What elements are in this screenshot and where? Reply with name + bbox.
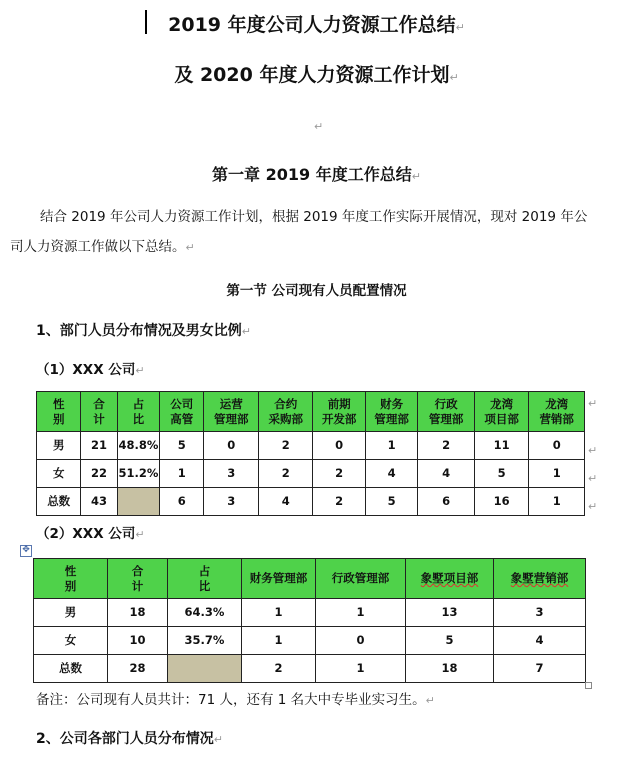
cell-text: 5 (387, 494, 396, 508)
t1-cell (365, 488, 417, 516)
doc-title-line2: 及 2020 年度人力资源工作计划↵ (174, 64, 459, 86)
note-text: 备注：公司现有人员共计：71 人，还有 1 名大中专毕业实习生。 (36, 692, 426, 708)
title-text-1: 2019 年度公司人力资源工作总结 (168, 14, 456, 36)
row-end-mark: ↵ (588, 444, 598, 457)
header-text: 运营 (219, 396, 243, 411)
cell-text: 64.3% (184, 605, 225, 619)
paragraph-mark: ↵ (314, 120, 324, 133)
header-text: 性 (52, 396, 65, 411)
t2-cell (406, 655, 494, 683)
t1-cell (258, 488, 312, 516)
header-text: 别 (64, 578, 77, 593)
t2-header-cell (34, 559, 108, 599)
header-text: 项目部 (484, 411, 519, 426)
t2-header-cell (316, 559, 406, 599)
t2-cell (242, 599, 316, 627)
t2-cell (494, 599, 586, 627)
t1-header-cell (313, 392, 365, 432)
table2-row-female (34, 627, 586, 655)
header-text: 合约 (274, 396, 298, 411)
cell-text: 28 (129, 661, 146, 675)
header-text: 龙湾 (490, 396, 514, 411)
cell-text: 总数 (59, 661, 82, 675)
t2-cell (406, 599, 494, 627)
header-text: 管理部 (374, 411, 409, 426)
cell-text: 21 (91, 438, 108, 452)
t1-cell (37, 488, 81, 516)
t1-cell (160, 488, 204, 516)
item2-text: 2、公司各部门人员分布情况 (36, 731, 214, 747)
section-text: 第一节 公司现有人员配置情况 (226, 283, 407, 299)
cell-text: 18 (441, 661, 458, 675)
header-text: 行政 (434, 396, 458, 411)
cell-text: 13 (441, 605, 458, 619)
cell-text: 1 (552, 466, 561, 480)
cell-text: 3 (535, 605, 544, 619)
doc-title-line1: 2019 年度公司人力资源工作总结↵ (168, 14, 465, 36)
t1-cell (160, 460, 204, 488)
cell-text: 0 (356, 633, 365, 647)
cell-text: 11 (493, 438, 510, 452)
cell-text: 3 (227, 466, 236, 480)
cell-text: 1 (274, 605, 283, 619)
t1-cell (117, 432, 159, 460)
t2-cell (494, 627, 586, 655)
t2-cell (242, 655, 316, 683)
cell-text: 22 (91, 466, 108, 480)
t1-cell (474, 460, 528, 488)
header-text: 采购部 (268, 411, 303, 426)
t1-cell (258, 432, 312, 460)
header-text: 占 (132, 396, 145, 411)
cell-text: 0 (227, 438, 236, 452)
cell-text: 7 (535, 661, 544, 675)
t1-header-cell (529, 392, 585, 432)
t1-cell (529, 460, 585, 488)
row-end-mark: ↵ (588, 472, 598, 485)
cell-text: 16 (493, 494, 510, 508)
table1-row-female (37, 460, 585, 488)
cell-text: 2 (335, 494, 344, 508)
t2-cell (316, 655, 406, 683)
t2-cell (34, 655, 108, 683)
cell-text: 1 (274, 633, 283, 647)
header-text: 管理部 (428, 411, 464, 426)
t2-cell (108, 599, 168, 627)
table2-row-male (34, 599, 586, 627)
t1-cell (365, 460, 417, 488)
t2-cell (168, 655, 242, 683)
header-text: 计 (93, 411, 105, 426)
table1-row-male (37, 432, 585, 460)
t2-header-cell (406, 559, 494, 599)
header-text: 公司 (170, 396, 194, 411)
cell-text: 2 (281, 438, 290, 452)
section-heading (0, 279, 633, 299)
t2-cell (494, 655, 586, 683)
table-xxx-company-2 (33, 558, 586, 683)
header-text: 象墅项目部 (420, 571, 479, 585)
cell-text: 男 (52, 438, 65, 452)
cell-text: 2 (274, 661, 283, 675)
cell-text: 总数 (47, 494, 71, 508)
cell-text: 10 (129, 633, 146, 647)
sub2-heading: （2）XXX 公司↵ (36, 526, 145, 542)
header-text: 象墅营销部 (510, 571, 569, 585)
t2-cell (34, 599, 108, 627)
header-text: 管理部 (213, 411, 249, 426)
sub1-heading: （1）XXX 公司↵ (36, 362, 145, 378)
cell-text: 5 (445, 633, 454, 647)
cell-text: 2 (335, 466, 344, 480)
chapter-text: 第一章 2019 年度工作总结 (212, 165, 412, 184)
cell-text: 女 (52, 466, 65, 480)
header-text: 高管 (170, 411, 194, 426)
item1-text: 1、部门人员分布情况及男女比例 (36, 323, 242, 339)
t2-cell (108, 655, 168, 683)
cell-text: 6 (177, 494, 186, 508)
t1-header-cell (204, 392, 258, 432)
table2-row-total (34, 655, 586, 683)
header-text: 性 (64, 563, 77, 578)
t1-cell (529, 432, 585, 460)
t1-cell (204, 460, 258, 488)
t2-header-cell (168, 559, 242, 599)
cell-text: 48.8% (118, 438, 159, 452)
t1-cell (418, 432, 475, 460)
t1-cell (160, 432, 204, 460)
intro-line-2: 司人力资源工作做以下总结。↵ (10, 239, 195, 255)
t1-cell (313, 432, 365, 460)
t1-cell (474, 432, 528, 460)
t2-header-cell (108, 559, 168, 599)
table1-row-total (37, 488, 585, 516)
header-text: 占 (198, 563, 211, 578)
header-text: 计 (131, 578, 144, 593)
row-end-mark: ↵ (588, 397, 598, 410)
cell-text: 51.2% (118, 466, 159, 480)
t1-cell (117, 488, 159, 516)
t2-header-cell (242, 559, 316, 599)
cell-text: 4 (442, 466, 451, 480)
cell-text: 1 (356, 605, 365, 619)
cell-text: 女 (64, 633, 77, 647)
t2-cell (242, 627, 316, 655)
cell-text: 43 (91, 494, 108, 508)
t1-header-cell (81, 392, 117, 432)
t1-cell (258, 460, 312, 488)
t1-cell (37, 432, 81, 460)
header-text: 前期 (327, 396, 351, 411)
t1-header-cell (160, 392, 204, 432)
t1-header-cell (37, 392, 81, 432)
header-text: 行政管理部 (331, 571, 390, 585)
intro-line-1: 结合 2019 年公司人力资源工作计划，根据 2019 年度工作实际开展情况，现对 2019 年公 (40, 209, 588, 225)
cell-text: 1 (387, 438, 396, 452)
item2-heading: 2、公司各部门人员分布情况↵ (36, 731, 223, 747)
t2-cell (108, 627, 168, 655)
cell-text: 男 (64, 605, 77, 619)
t1-header-cell (418, 392, 475, 432)
t2-cell (168, 599, 242, 627)
t1-cell (117, 460, 159, 488)
title-text-2: 及 2020 年度人力资源工作计划 (174, 64, 450, 86)
cell-text: 6 (442, 494, 451, 508)
header-text: 合 (131, 563, 144, 578)
t2-cell (406, 627, 494, 655)
t1-header-cell (474, 392, 528, 432)
table-move-handle-icon[interactable]: ✥ (20, 545, 32, 557)
sub2-text: （2）XXX 公司 (36, 526, 136, 542)
t1-cell (204, 432, 258, 460)
t1-cell (81, 460, 117, 488)
cell-text: 4 (281, 494, 290, 508)
header-text: 比 (198, 578, 211, 593)
header-text: 比 (132, 411, 145, 426)
header-text: 财务 (380, 396, 404, 411)
cell-text: 35.7% (184, 633, 225, 647)
t1-cell (81, 432, 117, 460)
table-xxx-company-1 (36, 391, 585, 516)
header-text: 开发部 (321, 411, 357, 426)
cell-text: 0 (335, 438, 344, 452)
t1-cell (37, 460, 81, 488)
cell-text: 5 (497, 466, 506, 480)
t2-cell (168, 627, 242, 655)
header-text: 财务管理部 (249, 571, 308, 585)
intro-text-2: 司人力资源工作做以下总结。 (10, 239, 186, 255)
note-line: 备注：公司现有人员共计：71 人，还有 1 名大中专毕业实习生。↵ (36, 692, 435, 708)
t1-cell (474, 488, 528, 516)
row-end-mark: ↵ (588, 500, 598, 513)
t1-cell (418, 488, 475, 516)
t1-cell (204, 488, 258, 516)
t2-cell (316, 599, 406, 627)
t1-cell (313, 488, 365, 516)
table2-header-row (34, 559, 586, 599)
t1-cell (418, 460, 475, 488)
header-text: 合 (93, 396, 105, 411)
cell-text: 1 (356, 661, 365, 675)
cell-text: 2 (281, 466, 290, 480)
item1-heading: 1、部门人员分布情况及男女比例↵ (36, 323, 251, 339)
t1-header-cell (365, 392, 417, 432)
cell-text: 4 (535, 633, 544, 647)
t1-header-cell (258, 392, 312, 432)
chapter-heading: 第一章 2019 年度工作总结↵ (212, 165, 421, 184)
cell-text: 0 (552, 438, 561, 452)
t1-cell (313, 460, 365, 488)
header-text: 营销部 (539, 411, 574, 426)
sub1-text: （1）XXX 公司 (36, 362, 136, 378)
t1-cell (529, 488, 585, 516)
t2-header-cell (494, 559, 586, 599)
header-text: 龙湾 (545, 396, 569, 411)
t1-cell (365, 432, 417, 460)
t2-cell (316, 627, 406, 655)
cell-text: 4 (387, 466, 396, 480)
t2-cell (34, 627, 108, 655)
cell-text: 18 (129, 605, 146, 619)
table1-header-row (37, 392, 585, 432)
header-text: 别 (52, 411, 65, 426)
cell-text: 5 (177, 438, 186, 452)
t1-header-cell (117, 392, 159, 432)
t1-cell (81, 488, 117, 516)
cell-text: 2 (442, 438, 451, 452)
table-resize-handle[interactable] (585, 682, 592, 689)
cell-text: 1 (552, 494, 561, 508)
cell-text: 3 (227, 494, 236, 508)
cell-text: 1 (177, 466, 186, 480)
